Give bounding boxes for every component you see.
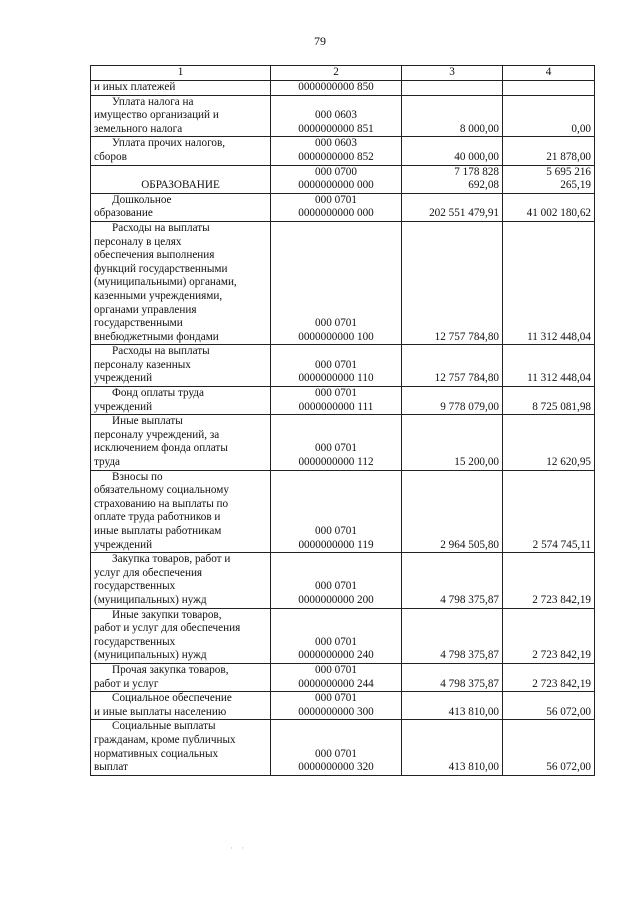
row-value-approved: 15 200,00 — [402, 415, 503, 470]
table-row — [91, 193, 595, 221]
row-code: 000 0701 0000000000 119 — [271, 470, 402, 553]
table-row — [91, 165, 595, 193]
row-code: 000 0701 0000000000 111 — [271, 387, 402, 415]
row-value-approved: 8 000,00 — [402, 95, 503, 137]
row-value-approved: 2 964 505,80 — [402, 470, 503, 553]
row-value-executed: 2 723 842,19 — [503, 553, 595, 608]
row-code: 000 0700 0000000000 000 — [271, 165, 402, 193]
row-code: 000 0701 0000000000 000 — [271, 193, 402, 221]
row-value-executed: 41 002 180,62 — [503, 193, 595, 221]
table-row — [91, 692, 595, 720]
row-name: Иные закупки товаров, работ и услуг для обеспечения государственных (муниципальных) нужд — [91, 608, 271, 663]
table-row — [91, 720, 595, 775]
row-value-executed: 2 723 842,19 — [503, 663, 595, 691]
scan-artifact: · · — [230, 843, 248, 853]
row-value-executed: 21 878,00 — [503, 137, 595, 165]
row-value-executed: 5 695 216 265,19 — [503, 165, 595, 193]
row-code: 000 0701 0000000000 244 — [271, 663, 402, 691]
row-name: Уплата прочих налогов, сборов — [91, 137, 271, 165]
row-value-executed: 56 072,00 — [503, 692, 595, 720]
row-value-executed: 0,00 — [503, 95, 595, 137]
table-row — [91, 81, 595, 96]
row-value-approved: 4 798 375,87 — [402, 608, 503, 663]
row-name: Социальное обеспечение и иные выплаты населению — [91, 692, 271, 720]
row-code: 000 0701 0000000000 300 — [271, 692, 402, 720]
row-value-executed: 11 312 448,04 — [503, 345, 595, 387]
row-name: Уплата налога на имущество организаций и земельного налога — [91, 95, 271, 137]
row-name: Расходы на выплаты персоналу в целях обеспечения выполнения функций государственными (муниципальными) органами, казенными учреждениями, органами управления государственными внебюджетными фондами — [91, 221, 271, 344]
row-value-approved: 4 798 375,87 — [402, 663, 503, 691]
table-row — [91, 608, 595, 663]
column-header: 2 — [271, 66, 402, 81]
page-number: 79 — [314, 34, 326, 48]
row-value-executed — [503, 81, 595, 96]
row-value-approved: 40 000,00 — [402, 137, 503, 165]
row-value-approved: 413 810,00 — [402, 720, 503, 775]
row-name: Закупка товаров, работ и услуг для обеспечения государственных (муниципальных) нужд — [91, 553, 271, 608]
row-code: 000 0701 0000000000 240 — [271, 608, 402, 663]
budget-table — [90, 65, 595, 776]
table-row — [91, 553, 595, 608]
row-code: 000 0701 0000000000 200 — [271, 553, 402, 608]
table-row — [91, 415, 595, 470]
row-value-approved: 202 551 479,91 — [402, 193, 503, 221]
table-header-row — [91, 66, 595, 81]
row-value-approved: 12 757 784,80 — [402, 345, 503, 387]
row-code: 000 0603 0000000000 851 — [271, 95, 402, 137]
row-code: 000 0701 0000000000 100 — [271, 221, 402, 344]
row-code: 000 0701 0000000000 112 — [271, 415, 402, 470]
table-row — [91, 221, 595, 344]
row-value-executed: 8 725 081,98 — [503, 387, 595, 415]
row-value-approved: 7 178 828 692,08 — [402, 165, 503, 193]
row-value-executed: 12 620,95 — [503, 415, 595, 470]
row-name: и иных платежей — [91, 81, 271, 96]
row-name: Расходы на выплаты персоналу казенных учреждений — [91, 345, 271, 387]
row-code: 0000000000 850 — [271, 81, 402, 96]
row-value-approved: 4 798 375,87 — [402, 553, 503, 608]
table-row — [91, 663, 595, 691]
table-row — [91, 470, 595, 553]
table-row — [91, 95, 595, 137]
table-row — [91, 345, 595, 387]
row-value-executed: 56 072,00 — [503, 720, 595, 775]
row-value-executed: 2 574 745,11 — [503, 470, 595, 553]
row-code: 000 0701 0000000000 110 — [271, 345, 402, 387]
row-value-approved: 413 810,00 — [402, 692, 503, 720]
row-value-approved: 9 778 079,00 — [402, 387, 503, 415]
row-value-executed: 11 312 448,04 — [503, 221, 595, 344]
column-header: 3 — [402, 66, 503, 81]
row-value-approved — [402, 81, 503, 96]
column-header: 1 — [91, 66, 271, 81]
row-code: 000 0603 0000000000 852 — [271, 137, 402, 165]
row-code: 000 0701 0000000000 320 — [271, 720, 402, 775]
row-value-approved: 12 757 784,80 — [402, 221, 503, 344]
row-value-executed: 2 723 842,19 — [503, 608, 595, 663]
row-name: Фонд оплаты труда учреждений — [91, 387, 271, 415]
row-name: Дошкольное образование — [91, 193, 271, 221]
column-header: 4 — [503, 66, 595, 81]
row-name: Социальные выплаты гражданам, кроме публичных нормативных социальных выплат — [91, 720, 271, 775]
row-name: Взносы по обязательному социальному страхованию на выплаты по оплате труда работников и иные выплаты работникам учреждений — [91, 470, 271, 553]
table-row — [91, 137, 595, 165]
row-name: ОБРАЗОВАНИЕ — [91, 165, 271, 193]
row-name: Иные выплаты персоналу учреждений, за исключением фонда оплаты труда — [91, 415, 271, 470]
row-name: Прочая закупка товаров, работ и услуг — [91, 663, 271, 691]
table-row — [91, 387, 595, 415]
